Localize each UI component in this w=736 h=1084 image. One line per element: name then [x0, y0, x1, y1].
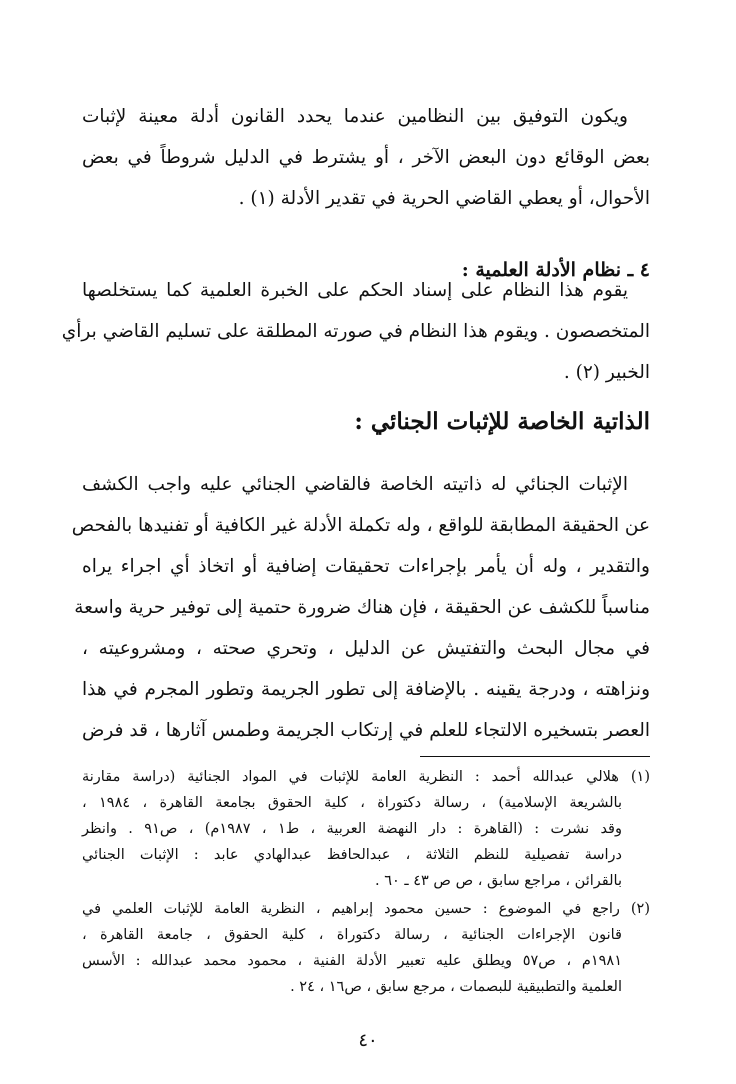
footnote-line: وقد نشرت : (القاهرة : دار النهضة العربية ، ط١ ، ١٩٨٧م) ، ص٩١ . وانظر: [82, 821, 622, 837]
footnote-line: (٢) راجع في الموضوع : حسين محمود إبراهيم ، النظرية العامة للإثبات العلمي في: [82, 901, 650, 917]
text-line: يقوم هذا النظام على إسناد الحكم على الخبرة العلمية كما يستخلصها: [82, 280, 628, 301]
paragraph-criminal-evidence: [71, 464, 650, 751]
text-line: مناسباً للكشف عن الحقيقة ، فإن هناك ضرورة حتمية إلى توفير حرية واسعة: [74, 597, 650, 618]
footnote-line: (١) هلالي عبدالله أحمد : النظرية العامة للإثبات في المواد الجنائية (دراسة مقارنة: [82, 769, 650, 785]
text-line: الأحوال، أو يعطي القاضي الحرية في تقدير الأدلة (١) .: [238, 188, 650, 209]
footnote-1: [82, 764, 650, 894]
paragraph-scientific-system: [61, 270, 650, 393]
text-line: الإثبات الجنائي له ذاتيته الخاصة فالقاضي الجنائي عليه واجب الكشف: [82, 474, 628, 495]
text-line: العصر بتسخيره الالتجاء للعلم في إرتكاب الجريمة وطمس آثارها ، قد فرض: [82, 720, 650, 741]
text-line: ونزاهته ، ودرجة يقينه . بالإضافة إلى تطور الجريمة وتطور المجرم في هذا: [82, 679, 650, 700]
footnote-line: ١٩٨١م ، ص٥٧ ويطلق عليه تعبير الأدلة الفنية ، محمود محمد عبدالله : الأسس: [82, 953, 623, 969]
text-line: ويكون التوفيق بين النظامين عندما يحدد القانون أدلة معينة لإثبات: [82, 106, 628, 127]
footnote-line: بالشريعة الإسلامية) ، رسالة دكتوراة ، كلية الحقوق بجامعة القاهرة ، ١٩٨٤ ،: [82, 795, 623, 811]
footnote-line: دراسة تفصيلية للنظم الثلاثة ، عبدالحافظ عبدالهادي عابد : الإثبات الجنائي: [82, 847, 622, 863]
text-line: والتقدير ، وله أن يأمر بإجراءات تحقيقات إضافية أو اتخاذ أي اجراء يراه: [82, 556, 650, 577]
footnote-2: [82, 896, 650, 1000]
footnote-line: قانون الإجراءات الجنائية ، رسالة دكتوراة ، كلية الحقوق ، جامعة القاهرة ،: [82, 927, 622, 943]
text-line: بعض الوقائع دون البعض الآخر ، أو يشترط في الدليل شروطاً في بعض: [82, 147, 650, 168]
page-number: ٤٠: [358, 1030, 378, 1051]
text-line: في مجال البحث والتفتيش عن الدليل ، وتحري صحته ، ومشروعيته ،: [82, 638, 650, 659]
footnote-separator: [420, 756, 650, 757]
footnote-line: بالقرائن ، مراجع سابق ، ص ص ٤٣ ـ ٦٠ .: [374, 873, 622, 889]
footnote-line: العلمية والتطبيقية للبصمات ، مرجع سابق ، ص١٦ ، ٢٤ .: [290, 979, 622, 995]
text-line: الخبير (٢) .: [563, 362, 650, 383]
text-line: عن الحقيقة المطابقة للواقع ، وله تكملة الأدلة غير الكافية أو تفنيدها بالفحص: [71, 515, 650, 536]
paragraph-reconciliation: [82, 96, 650, 219]
section-heading: الذاتية الخاصة للإثبات الجنائي :: [354, 408, 650, 435]
text-line: المتخصصون . ويقوم هذا النظام في صورته المطلقة على تسليم القاضي برأي: [61, 321, 650, 342]
subheading-scientific-evidence: ٤ ـ نظام الأدلة العلمية :: [461, 259, 650, 281]
